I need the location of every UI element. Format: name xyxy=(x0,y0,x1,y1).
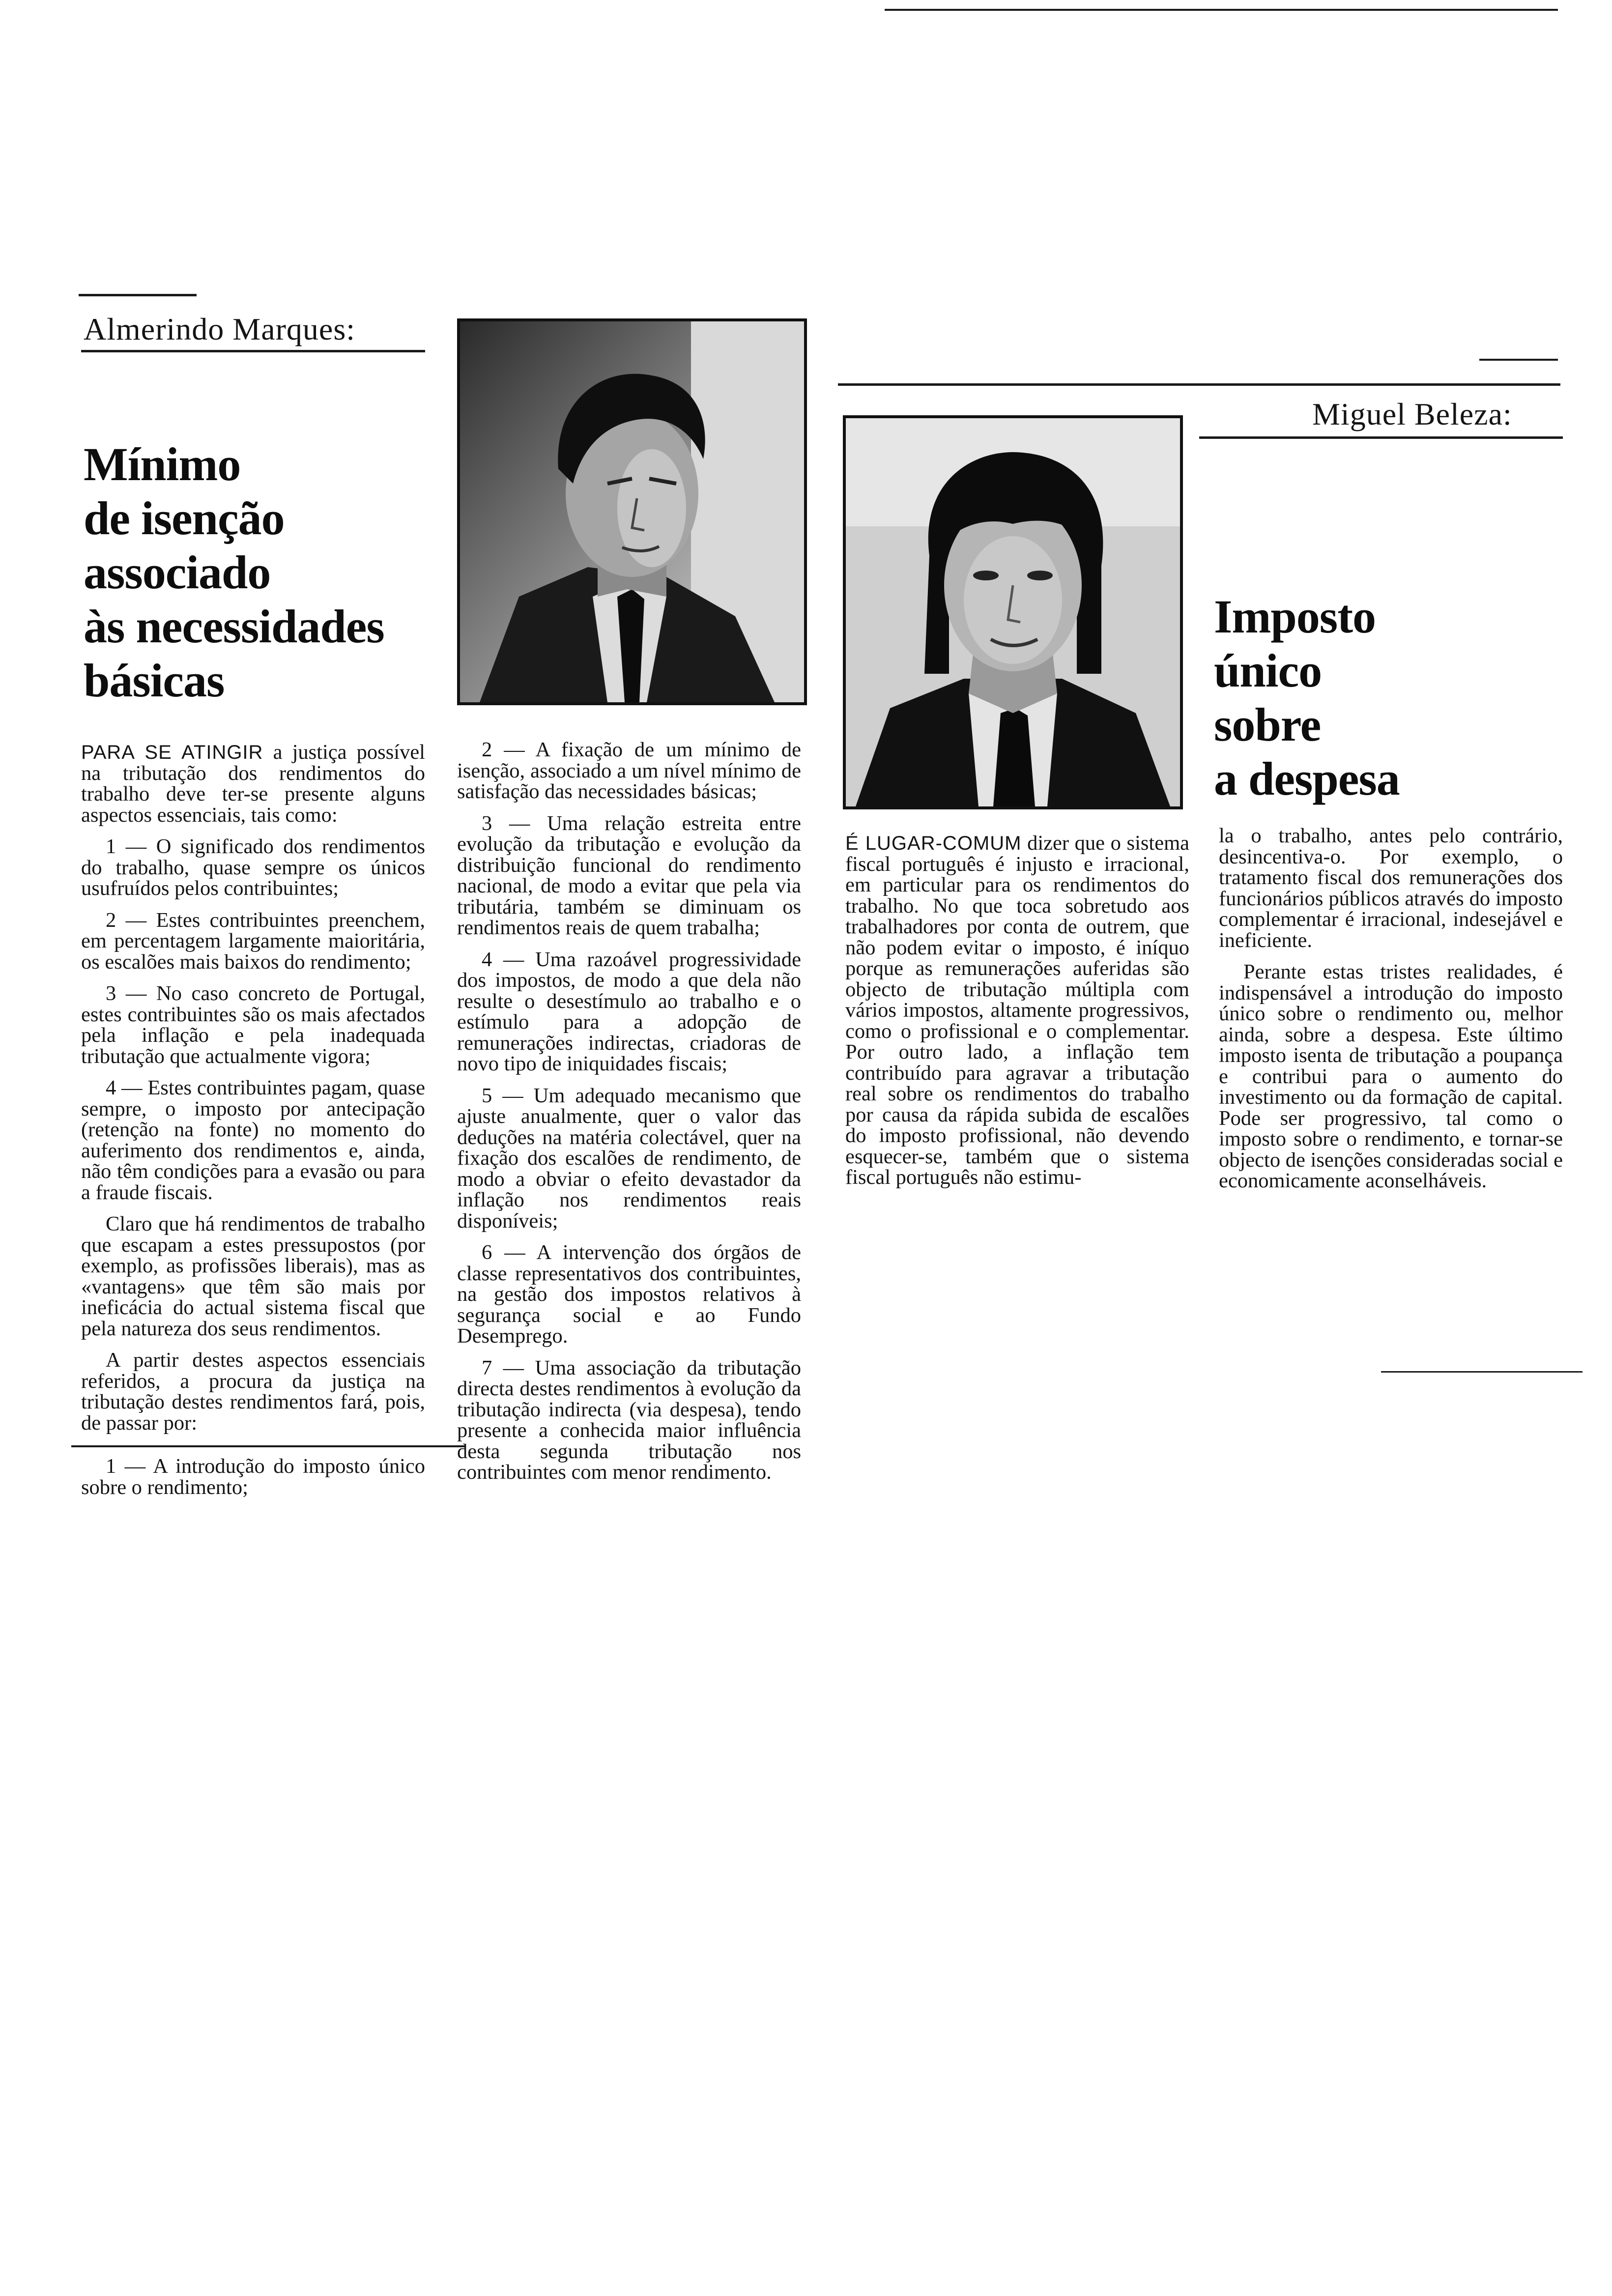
left-column-2 xyxy=(457,740,801,1483)
left-headline-line-5: básicas xyxy=(84,654,225,707)
left-column-1 xyxy=(81,742,425,1498)
right-byline-rule-short xyxy=(1479,359,1558,361)
top-rule xyxy=(885,9,1558,11)
right-lead-text: dizer que o sistema fiscal português é injusto e irracional, em particular para os rendimentos do trabalho. No que toca sobretudo aos trabalhadores por conta de outrem, que não podem evitar o imposto, é iníquo porque as remunerações auferidas são objecto de tributação múltipla com vários impostos, altamente progressivos, como o profissional e o complementar. Por outro lado, a inflação tem contribuído para agravar a tributação real sobre os rendimentos do trabalho por causa da rápida subida de escalões do imposto profissional, não devendo esquecer-se, também que o sistema fiscal português não estimu- xyxy=(845,832,1190,1189)
left-col1-paragraph-6: A partir destes aspectos essenciais referidos, a procura da justiça na tributação destes rendimentos fará, pois, de passar por: xyxy=(81,1349,425,1435)
left-author-photo xyxy=(457,318,807,705)
left-col1-paragraph-4: 4 — Estes contribuintes pagam, quase sempre, o imposto por antecipação (retenção na fonte) no momento do auferimento dos rendimentos e, ainda, não têm condições para a evasão ou para a fraude fiscais. xyxy=(81,1076,425,1204)
right-byline-rule-bottom xyxy=(1199,436,1563,439)
left-headline-line-4: às necessidades xyxy=(84,600,384,653)
right-author: Miguel Beleza: xyxy=(1312,397,1512,431)
left-col1-paragraph-2: 2 — Estes contribuintes preenchem, em percentagem largamente maioritária, os escalões mais baixos do rendimento; xyxy=(81,908,425,974)
left-col1-bottom-rule xyxy=(71,1445,464,1447)
right-headline-line-4: a despesa xyxy=(1214,752,1400,805)
left-lead-paragraph xyxy=(81,742,425,826)
right-headline-line-2: único xyxy=(1214,644,1322,697)
left-col2-paragraph-4: 5 — Um adequado mecanismo que ajuste anualmente, quer o valor das deduções na matéria colectável, quer na fixação dos escalões de rendimento, de modo a obviar o efeito devastador da inflação nos rendimentos reais disponíveis; xyxy=(457,1084,801,1233)
left-lead-caps: PARA SE ATINGIR xyxy=(81,742,263,763)
left-col1-paragraph-5: Claro que há rendimentos de trabalho que escapam a estes pressupostos (por exemplo, as profissões liberais), mas as «vantagens» que têm são mais por ineficácia do actual sistema fiscal que pela natureza dos seus rendimentos. xyxy=(81,1212,425,1340)
left-col2-paragraph-2: 3 — Uma relação estreita entre evolução da tributação e evolução da distribuição funcional do rendimento nacional, de modo a evitar que pela via tributária, também se diminuam os rendimentos reais de quem trabalha; xyxy=(457,811,801,939)
portrait-image xyxy=(846,418,1180,806)
right-col2-paragraph-2: Perante estas tristes realidades, é indispensável a introdução do imposto único sobre o rendimento ou, melhor ainda, sobre a despesa. Este último imposto isenta de tributação a poupança e contribui para o aumento do investimento ou da formação de capital. Pode ser progressivo, tal como o imposto sobre o rendimento, e tornar-se objecto de isenções consideradas social e economicamente aconselháveis. xyxy=(1219,960,1563,1192)
left-byline-rule-top xyxy=(79,294,197,296)
portrait-image xyxy=(460,321,804,702)
right-headline-line-1: Imposto xyxy=(1214,590,1376,643)
right-column-2 xyxy=(1219,826,1563,1192)
left-col1-paragraph-7: 1 — A introdução do imposto único sobre o rendimento; xyxy=(81,1455,425,1499)
right-col2-paragraph-1: la o trabalho, antes pelo contrário, desincentiva-o. Por exemplo, o tratamento fiscal dos remunerações dos funcionários públicos através do imposto complementar é irracional, indesejável e ineficiente. xyxy=(1219,824,1563,952)
left-lead-text: a justiça possível na tributação dos rendimentos do trabalho deve ter-se presente alguns aspectos essenciais, tais como: xyxy=(81,741,425,827)
left-byline-rule-bottom xyxy=(81,350,425,352)
left-headline-line-2: de isenção xyxy=(84,492,285,545)
left-headline-line-1: Mínimo xyxy=(84,438,241,490)
left-headline-line-3: associado xyxy=(84,546,271,599)
left-col1-paragraph-3: 3 — No caso concreto de Portugal, estes contribuintes são os mais afectados pela inflação e pela inadequada tributação que actualmente vigora; xyxy=(81,982,425,1068)
right-headline xyxy=(1214,590,1400,806)
right-author-photo xyxy=(843,415,1183,809)
left-headline xyxy=(84,437,384,708)
left-col2-paragraph-6: 7 — Uma associação da tributação directa destes rendimentos à evolução da tributação indirecta (via despesa), tendo presente a conhecida maior influência desta segunda tributação nos contribuintes com menor rendimento. xyxy=(457,1356,801,1484)
right-end-rule xyxy=(1381,1371,1583,1373)
right-lead-paragraph xyxy=(845,833,1189,1188)
left-col2-paragraph-5: 6 — A intervenção dos órgãos de classe representativos dos contribuintes, na gestão dos impostos relativos à segurança social e ao Fundo Desemprego. xyxy=(457,1241,801,1348)
right-column-1 xyxy=(845,833,1189,1188)
left-author: Almerindo Marques: xyxy=(84,312,355,346)
right-headline-line-3: sobre xyxy=(1214,698,1321,751)
left-col2-paragraph-1: 2 — A fixação de um mínimo de isenção, associado a um nível mínimo de satisfação das necessidades básicas; xyxy=(457,738,801,803)
left-col1-paragraph-1: 1 — O significado dos rendimentos do trabalho, quase sempre os únicos usufruídos pelos contribuintes; xyxy=(81,835,425,900)
right-top-rule xyxy=(838,383,1560,386)
right-lead-caps: É LUGAR-COMUM xyxy=(845,832,1022,854)
left-col2-paragraph-3: 4 — Uma razoável progressividade dos impostos, de modo a que dela não resulte o desestímulo ao trabalho e o estímulo para a adopção de remunerações indirectas, criadoras de novo tipo de iniquidades fiscais; xyxy=(457,947,801,1075)
